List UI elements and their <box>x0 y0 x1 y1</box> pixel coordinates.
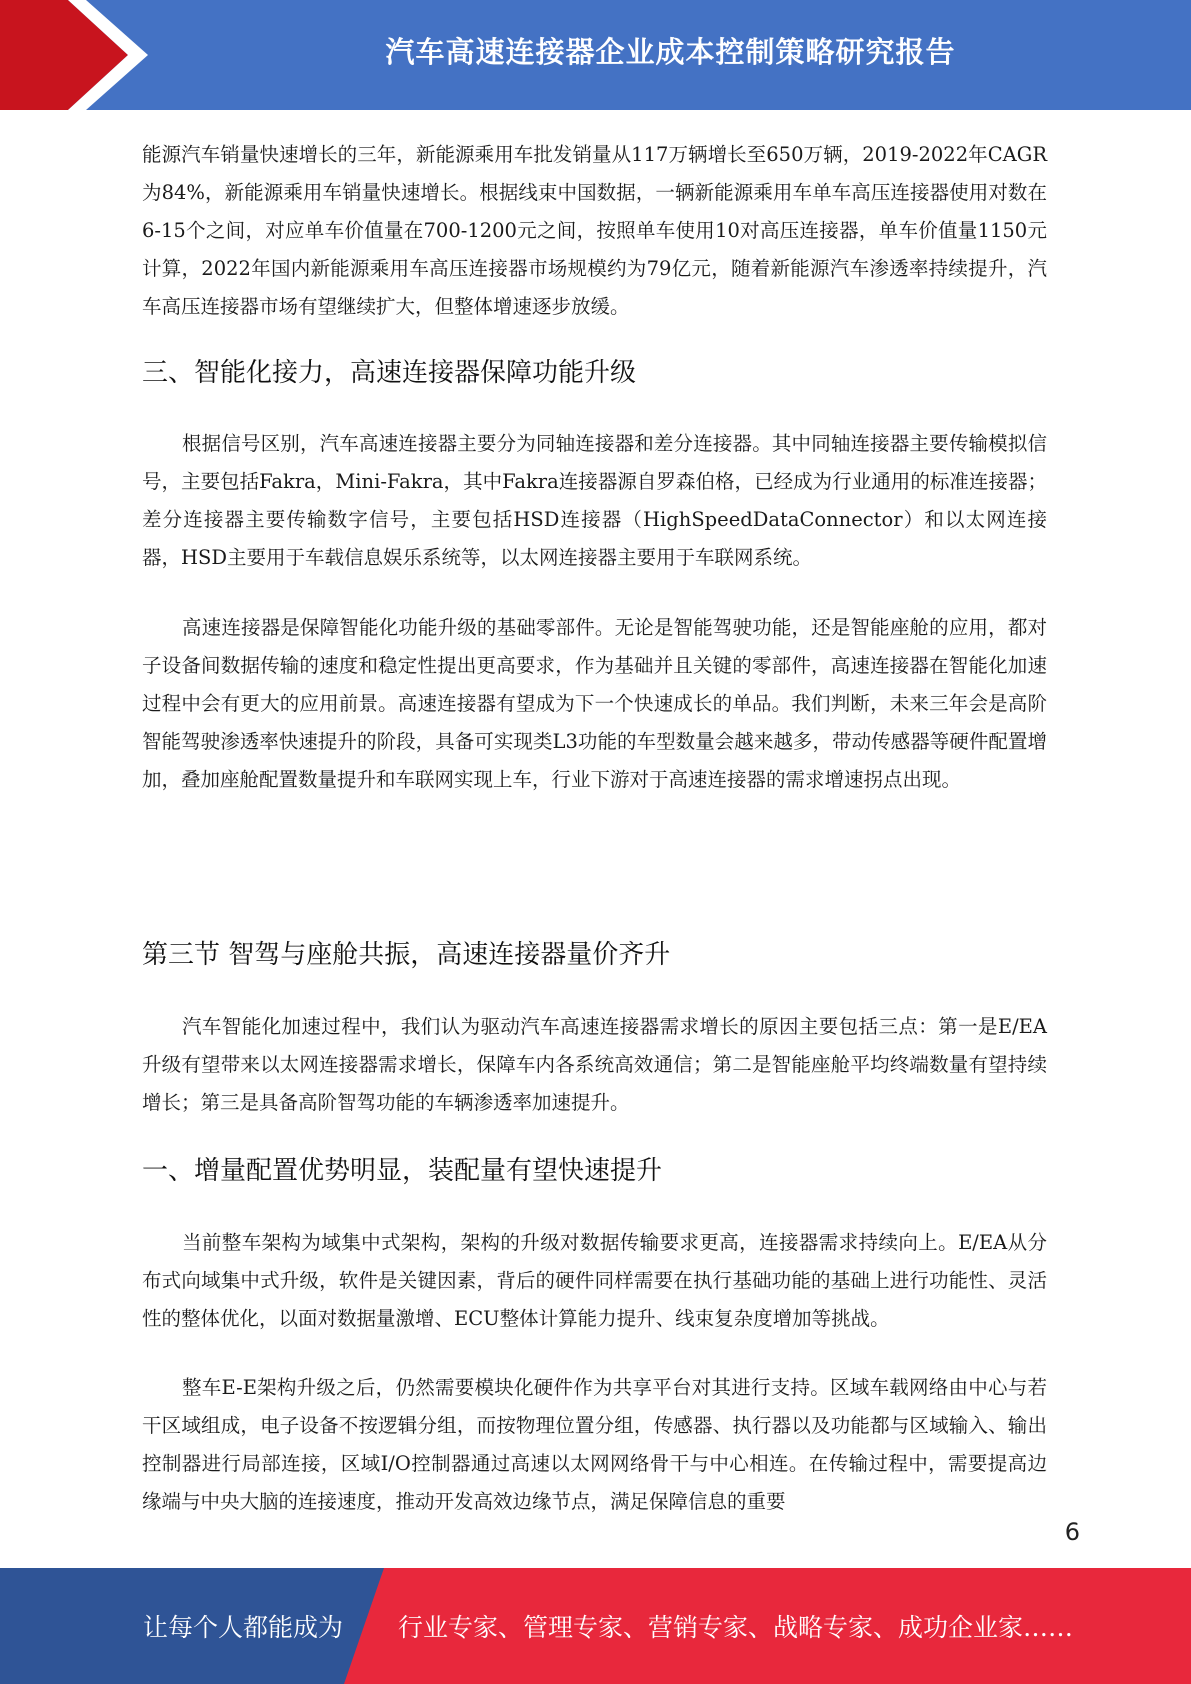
paragraph-architecture: 当前整车架构为域集中式架构，架构的升级对数据传输要求更高，连接器需求持续向上。E/EA从分布式向域集中式升级，软件是关键因素，背后的硬件同样需要在执行基础功能的基础上进行功能性、灵活性的整体优化，以面对数据量激增、ECU整体计算能力提升、线束复杂度增加等挑战。 <box>142 1231 1047 1330</box>
section-heading-section3: 第三节 智驾与座舱共振，高速连接器量价齐升 <box>142 940 671 970</box>
section-heading-intelligent: 三、智能化接力，高速连接器保障功能升级 <box>142 358 637 388</box>
footer-slogan-left: 让每个人都能成为 <box>143 1613 344 1642</box>
paragraph-connector-types: 根据信号区别，汽车高速连接器主要分为同轴连接器和差分连接器。其中同轴连接器主要传输模拟信号，主要包括Fakra，Mini-Fakra，其中Fakra连接器源自罗森伯格，已经成为行业通用的标准连接器；差分连接器主要传输数字信号，主要包括HSD连接器（HighSpeedDataConnector）和以太网连接器，HSD主要用于车载信息娱乐系统等，以太网连接器主要用于车联网系统。 <box>142 432 1047 569</box>
paragraph-high-speed-basis: 高速连接器是保障智能化功能升级的基础零部件。无论是智能驾驶功能，还是智能座舱的应用，都对子设备间数据传输的速度和稳定性提出更高要求，作为基础并且关键的零部件，高速连接器在智能化加速过程中会有更大的应用前景。高速连接器有望成为下一个快速成长的单品。我们判断，未来三年会是高阶智能驾驶渗透率快速提升的阶段，具备可实现类L3功能的车型数量会越来越多，带动传感器等硬件配置增加，叠加座舱配置数量提升和车联网实现上车，行业下游对于高速连接器的需求增速拐点出现。 <box>142 616 1047 791</box>
document-title: 汽车高速连接器企业成本控制策略研究报告 <box>385 34 956 69</box>
section-heading-incremental: 一、增量配置优势明显，装配量有望快速提升 <box>142 1156 663 1186</box>
paragraph-demand-drivers: 汽车智能化加速过程中，我们认为驱动汽车高速连接器需求增长的原因主要包括三点：第一是E/EA升级有望带来以太网连接器需求增长，保障车内各系统高效通信；第二是智能座舱平均终端数量有望持续增长；第三是具备高阶智驾功能的车辆渗透率加速提升。 <box>142 1015 1047 1114</box>
page-header <box>0 0 1191 110</box>
page-number: 6 <box>1064 1518 1080 1546</box>
page-footer <box>0 1568 1191 1684</box>
footer-slogan-right: 行业专家、管理专家、营销专家、战略专家、成功企业家…… <box>398 1613 1074 1642</box>
paragraph-nev-sales: 能源汽车销量快速增长的三年，新能源乘用车批发销量从117万辆增长至650万辆，2019-2022年CAGR为84%，新能源乘用车销量快速增长。根据线束中国数据，一辆新能源乘用车单车高压连接器使用对数在6-15个之间，对应单车价值量在700-1200元之间，按照单车使用10对高压连接器，单车价值量1150元计算，2022年国内新能源乘用车高压连接器市场规模约为79亿元，随着新能源汽车渗透率持续提升，汽车高压连接器市场有望继续扩大，但整体增速逐步放缓。 <box>142 143 1047 318</box>
paragraph-ee-upgrade: 整车E-E架构升级之后，仍然需要模块化硬件作为共享平台对其进行支持。区域车载网络由中心与若干区域组成，电子设备不按逻辑分组，而按物理位置分组，传感器、执行器以及功能都与区域输入、输出控制器进行局部连接，区域I/O控制器通过高速以太网网络骨干与中心相连。在传输过程中，需要提高边缘端与中央大脑的连接速度，推动开发高效边缘节点，满足保障信息的重要 <box>142 1376 1047 1513</box>
